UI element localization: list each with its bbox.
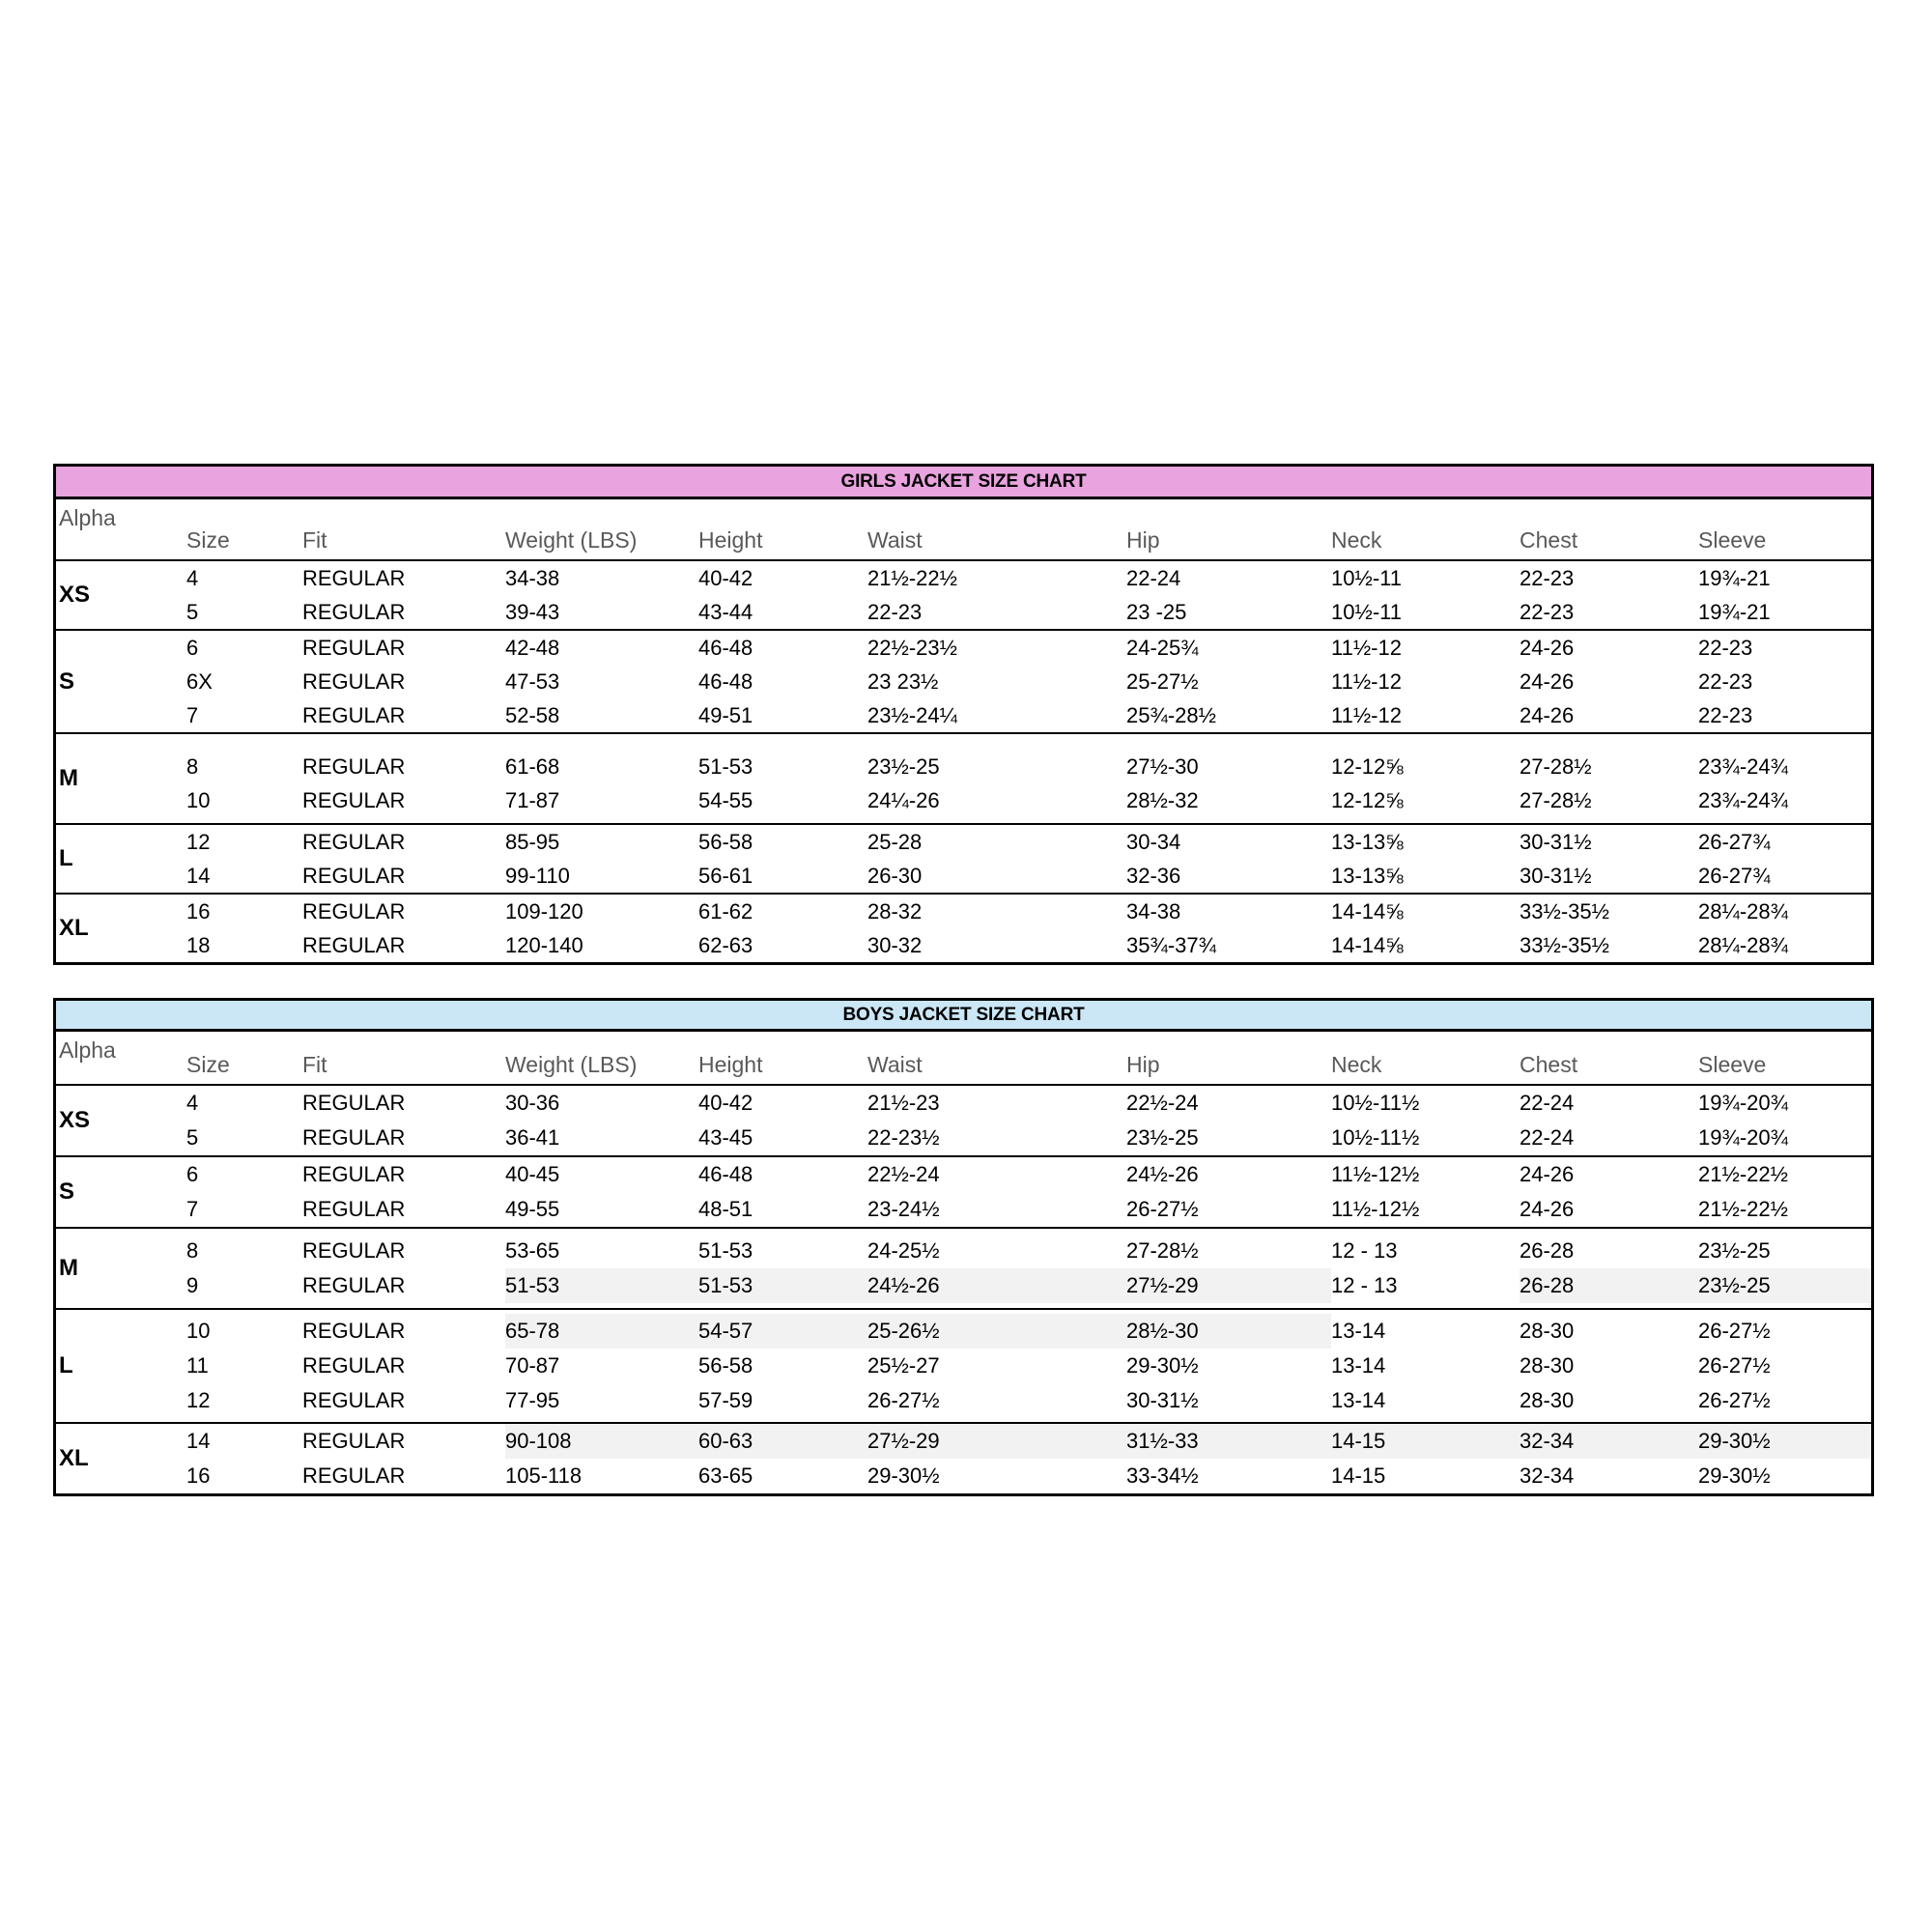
table-row-size-10 xyxy=(186,1314,1871,1349)
cell-hip: 24½-26 xyxy=(1126,1162,1199,1186)
cell-chest: 33½-35½ xyxy=(1520,932,1609,957)
table-row-size-16 xyxy=(186,1459,1871,1493)
cell-sleeve: 26-27¾ xyxy=(1698,863,1771,888)
cell-neck: 13-13⅝ xyxy=(1331,863,1404,888)
column-header-alpha: Alpha xyxy=(59,505,116,530)
cell-chest: 26-28 xyxy=(1520,1268,1698,1303)
cell-sleeve: 28¼-28¾ xyxy=(1698,898,1788,923)
cell-height: 46-48 xyxy=(698,635,753,660)
cell-waist: 30-32 xyxy=(867,932,923,957)
cell-waist: 25-28 xyxy=(867,829,923,854)
cell-fit: REGULAR xyxy=(302,1319,406,1343)
cell-size: 7 xyxy=(186,702,199,727)
cell-size: 5 xyxy=(186,599,199,624)
table-row-size-7 xyxy=(186,1192,1871,1227)
cell-hip: 31½-33 xyxy=(1126,1424,1331,1459)
boys-table-title: BOYS JACKET SIZE CHART xyxy=(842,1004,1085,1025)
cell-weight-lbs: 34-38 xyxy=(505,565,560,590)
cell-neck: 11½-12½ xyxy=(1331,1197,1420,1221)
cell-fit: REGULAR xyxy=(302,863,406,888)
column-header-chest: Chest xyxy=(1520,527,1578,553)
cell-chest: 26-28 xyxy=(1520,1238,1575,1263)
table-row-size-5 xyxy=(186,595,1871,629)
cell-size: 9 xyxy=(186,1273,199,1297)
cell-neck: 12 - 13 xyxy=(1331,1273,1398,1297)
cell-sleeve: 19¾-21 xyxy=(1698,565,1771,590)
cell-neck: 11½-12½ xyxy=(1331,1162,1420,1186)
cell-height: 54-57 xyxy=(698,1314,867,1349)
cell-neck: 10½-11½ xyxy=(1331,1125,1420,1150)
cell-neck: 12-12⅝ xyxy=(1331,753,1404,779)
cell-chest: 28-30 xyxy=(1520,1388,1575,1412)
table-row-size-16 xyxy=(186,895,1871,928)
cell-hip: 23 -25 xyxy=(1126,599,1187,624)
column-header-weight-lbs: Weight (LBS) xyxy=(505,1052,638,1077)
cell-hip: 22½-24 xyxy=(1126,1091,1199,1115)
cell-height: 43-45 xyxy=(698,1125,753,1150)
column-header-height: Height xyxy=(698,527,763,553)
alpha-label-xs: XS xyxy=(59,1107,91,1133)
cell-height: 51-53 xyxy=(698,1268,867,1303)
cell-height: 56-58 xyxy=(698,829,753,854)
cell-fit: REGULAR xyxy=(302,1162,406,1186)
cell-weight-lbs: 53-65 xyxy=(505,1238,560,1263)
cell-sleeve: 29-30½ xyxy=(1698,1424,1871,1459)
cell-fit: REGULAR xyxy=(302,565,406,590)
cell-hip: 27-28½ xyxy=(1126,1238,1199,1263)
cell-hip: 30-31½ xyxy=(1126,1388,1199,1412)
cell-height: 51-53 xyxy=(698,1238,753,1263)
cell-sleeve: 19¾-20¾ xyxy=(1698,1125,1788,1150)
cell-weight-lbs: 51-53 xyxy=(505,1268,698,1303)
size-group-xs xyxy=(56,1086,1871,1155)
cell-size: 8 xyxy=(186,1238,199,1263)
cell-waist: 27½-29 xyxy=(867,1424,1126,1459)
cell-height: 43-44 xyxy=(698,599,753,624)
table-row-size-10 xyxy=(186,783,1871,817)
cell-neck: 11½-12 xyxy=(1331,635,1402,660)
cell-size: 14 xyxy=(186,863,211,888)
cell-chest: 22-23 xyxy=(1520,565,1575,590)
cell-chest: 24-26 xyxy=(1520,635,1575,660)
cell-size: 6 xyxy=(186,635,199,660)
size-group-l xyxy=(56,823,1871,893)
cell-waist: 26-30 xyxy=(867,863,923,888)
cell-chest: 33½-35½ xyxy=(1520,898,1609,923)
cell-fit: REGULAR xyxy=(302,1273,406,1297)
cell-chest: 30-31½ xyxy=(1520,829,1592,854)
cell-neck: 12-12⅝ xyxy=(1331,787,1404,812)
column-header-neck: Neck xyxy=(1331,1052,1382,1077)
cell-waist: 22½-23½ xyxy=(867,635,957,660)
column-header-sleeve: Sleeve xyxy=(1698,527,1767,553)
column-header-waist: Waist xyxy=(867,527,923,553)
cell-neck: 13-14 xyxy=(1331,1319,1386,1343)
cell-height: 56-58 xyxy=(698,1353,753,1378)
alpha-label-s: S xyxy=(59,1179,75,1205)
group-rows xyxy=(186,631,1871,732)
cell-waist: 23 23½ xyxy=(867,668,939,694)
cell-fit: REGULAR xyxy=(302,753,406,779)
cell-weight-lbs: 30-36 xyxy=(505,1091,560,1115)
cell-hip: 25¾-28½ xyxy=(1126,702,1216,727)
cell-sleeve: 29-30½ xyxy=(1698,1463,1771,1488)
cell-fit: REGULAR xyxy=(302,1429,406,1453)
group-rows xyxy=(186,1086,1871,1155)
table-row-size-6x xyxy=(186,665,1871,698)
cell-hip: 28½-30 xyxy=(1126,1314,1331,1349)
table-row-size-8 xyxy=(186,750,1871,783)
table-row-size-18 xyxy=(186,928,1871,962)
cell-size: 8 xyxy=(186,753,199,779)
cell-size: 18 xyxy=(186,932,211,957)
boys-table-title-band xyxy=(56,1001,1871,1032)
cell-chest: 22-24 xyxy=(1520,1091,1575,1115)
girls-table-title: GIRLS JACKET SIZE CHART xyxy=(840,470,1087,492)
cell-fit: REGULAR xyxy=(302,1197,406,1221)
table-row-size-6 xyxy=(186,631,1871,665)
alpha-label-l: L xyxy=(59,845,73,871)
cell-weight-lbs: 70-87 xyxy=(505,1353,560,1378)
cell-fit: REGULAR xyxy=(302,829,406,854)
cell-size: 16 xyxy=(186,898,211,923)
cell-weight-lbs: 36-41 xyxy=(505,1125,560,1150)
cell-height: 46-48 xyxy=(698,1162,753,1186)
cell-size: 12 xyxy=(186,1388,211,1412)
cell-neck: 14-14⅝ xyxy=(1331,932,1404,957)
column-header-neck: Neck xyxy=(1331,527,1382,553)
cell-weight-lbs: 85-95 xyxy=(505,829,560,854)
girls-table-title-band xyxy=(56,467,1871,499)
cell-hip: 27½-29 xyxy=(1126,1268,1331,1303)
size-group-xl xyxy=(56,1422,1871,1493)
cell-chest: 32-34 xyxy=(1520,1463,1575,1488)
cell-fit: REGULAR xyxy=(302,1463,406,1488)
cell-waist: 28-32 xyxy=(867,898,923,923)
cell-chest: 28-30 xyxy=(1520,1319,1575,1343)
table-row-size-6 xyxy=(186,1157,1871,1192)
alpha-label-s: S xyxy=(59,668,75,695)
cell-size: 4 xyxy=(186,565,199,590)
boys-column-header-row xyxy=(56,1032,1871,1086)
cell-size: 6 xyxy=(186,1162,199,1186)
alpha-label-l: L xyxy=(59,1352,73,1378)
cell-hip: 24-25¾ xyxy=(1126,635,1199,660)
cell-height: 46-48 xyxy=(698,668,753,694)
cell-waist: 22-23½ xyxy=(867,1125,940,1150)
cell-size: 5 xyxy=(186,1125,199,1150)
cell-chest: 24-26 xyxy=(1520,1197,1575,1221)
table-row-size-4 xyxy=(186,561,1871,595)
cell-height: 62-63 xyxy=(698,932,753,957)
cell-weight-lbs: 65-78 xyxy=(505,1314,698,1349)
cell-fit: REGULAR xyxy=(302,787,406,812)
cell-fit: REGULAR xyxy=(302,1091,406,1115)
girls-column-header-row xyxy=(56,499,1871,561)
cell-sleeve: 21½-22½ xyxy=(1698,1197,1788,1221)
cell-waist: 23½-24¼ xyxy=(867,702,957,727)
cell-sleeve: 22-23 xyxy=(1698,635,1753,660)
cell-weight-lbs: 40-45 xyxy=(505,1162,560,1186)
cell-height: 40-42 xyxy=(698,565,753,590)
cell-waist: 22½-24 xyxy=(867,1162,940,1186)
cell-fit: REGULAR xyxy=(302,1353,406,1378)
table-row-size-11 xyxy=(186,1349,1871,1383)
cell-size: 12 xyxy=(186,829,211,854)
cell-fit: REGULAR xyxy=(302,599,406,624)
table-row-size-4 xyxy=(186,1086,1871,1121)
column-header-size: Size xyxy=(186,527,230,553)
cell-weight-lbs: 39-43 xyxy=(505,599,560,624)
cell-sleeve: 26-27½ xyxy=(1698,1319,1771,1343)
cell-chest: 24-26 xyxy=(1520,668,1575,694)
group-rows xyxy=(186,1424,1871,1493)
alpha-label-xl: XL xyxy=(59,915,89,941)
cell-sleeve: 22-23 xyxy=(1698,668,1753,694)
cell-neck: 13-14 xyxy=(1331,1388,1386,1412)
cell-sleeve: 23½-25 xyxy=(1698,1268,1871,1303)
cell-size: 4 xyxy=(186,1091,199,1115)
column-header-hip: Hip xyxy=(1126,527,1160,553)
cell-sleeve: 23¾-24¾ xyxy=(1698,787,1788,812)
cell-neck: 10½-11 xyxy=(1331,565,1402,590)
cell-waist: 24-25½ xyxy=(867,1238,940,1263)
column-header-height: Height xyxy=(698,1052,763,1077)
cell-hip: 26-27½ xyxy=(1126,1197,1199,1221)
cell-height: 40-42 xyxy=(698,1091,753,1115)
cell-weight-lbs: 47-53 xyxy=(505,668,560,694)
cell-fit: REGULAR xyxy=(302,1238,406,1263)
cell-sleeve: 19¾-21 xyxy=(1698,599,1771,624)
cell-chest: 30-31½ xyxy=(1520,863,1592,888)
cell-hip: 23½-25 xyxy=(1126,1125,1199,1150)
cell-sleeve: 23½-25 xyxy=(1698,1238,1771,1263)
group-rows xyxy=(186,1310,1871,1422)
cell-size: 14 xyxy=(186,1429,211,1453)
girls-jacket-size-chart-table xyxy=(53,464,1874,965)
size-group-xs xyxy=(56,561,1871,629)
column-header-fit: Fit xyxy=(302,1052,327,1077)
cell-weight-lbs: 120-140 xyxy=(505,932,583,957)
group-rows xyxy=(186,825,1871,893)
column-header-sleeve: Sleeve xyxy=(1698,1052,1767,1077)
cell-neck: 10½-11½ xyxy=(1331,1091,1420,1115)
cell-sleeve: 21½-22½ xyxy=(1698,1162,1788,1186)
table-row-size-12 xyxy=(186,1383,1871,1418)
size-group-m xyxy=(56,732,1871,823)
cell-neck: 10½-11 xyxy=(1331,599,1402,624)
cell-size: 6X xyxy=(186,668,213,694)
column-header-size: Size xyxy=(186,1052,230,1077)
cell-chest: 32-34 xyxy=(1520,1424,1698,1459)
cell-neck: 14-15 xyxy=(1331,1424,1520,1459)
cell-hip: 30-34 xyxy=(1126,829,1181,854)
cell-size: 10 xyxy=(186,1319,211,1343)
cell-neck: 14-14⅝ xyxy=(1331,898,1404,923)
cell-hip: 27½-30 xyxy=(1126,753,1199,779)
alpha-label-m: M xyxy=(59,1255,78,1281)
cell-fit: REGULAR xyxy=(302,898,406,923)
cell-height: 51-53 xyxy=(698,753,753,779)
cell-chest: 28-30 xyxy=(1520,1353,1575,1378)
cell-height: 60-63 xyxy=(698,1424,867,1459)
cell-size: 16 xyxy=(186,1463,211,1488)
cell-fit: REGULAR xyxy=(302,702,406,727)
size-group-xl xyxy=(56,893,1871,962)
cell-waist: 24¼-26 xyxy=(867,787,940,812)
cell-waist: 25-26½ xyxy=(867,1314,1126,1349)
cell-hip: 34-38 xyxy=(1126,898,1181,923)
table-row-size-7 xyxy=(186,698,1871,732)
cell-chest: 22-24 xyxy=(1520,1125,1575,1150)
group-rows xyxy=(186,1157,1871,1227)
cell-hip: 25-27½ xyxy=(1126,668,1199,694)
cell-weight-lbs: 77-95 xyxy=(505,1388,560,1412)
cell-waist: 21½-22½ xyxy=(867,565,957,590)
column-header-alpha: Alpha xyxy=(59,1037,116,1063)
size-group-s xyxy=(56,629,1871,732)
cell-hip: 29-30½ xyxy=(1126,1353,1199,1378)
cell-weight-lbs: 105-118 xyxy=(505,1463,582,1488)
column-header-weight-lbs: Weight (LBS) xyxy=(505,527,638,553)
column-header-hip: Hip xyxy=(1126,1052,1160,1077)
table-row-size-14 xyxy=(186,859,1871,893)
cell-weight-lbs: 71-87 xyxy=(505,787,560,812)
cell-height: 56-61 xyxy=(698,863,753,888)
cell-sleeve: 26-27½ xyxy=(1698,1353,1771,1378)
cell-weight-lbs: 49-55 xyxy=(505,1197,560,1221)
group-rows xyxy=(186,895,1871,962)
cell-hip: 33-34½ xyxy=(1126,1463,1199,1488)
cell-waist: 24½-26 xyxy=(867,1268,1126,1303)
table-row-size-12 xyxy=(186,825,1871,859)
cell-weight-lbs: 109-120 xyxy=(505,898,583,923)
alpha-label-xl: XL xyxy=(59,1445,89,1471)
cell-waist: 23-24½ xyxy=(867,1197,940,1221)
cell-chest: 24-26 xyxy=(1520,702,1575,727)
cell-weight-lbs: 61-68 xyxy=(505,753,560,779)
table-row-size-9 xyxy=(186,1268,1871,1303)
cell-sleeve: 28¼-28¾ xyxy=(1698,932,1788,957)
cell-fit: REGULAR xyxy=(302,635,406,660)
table-row-size-8 xyxy=(186,1234,1871,1268)
girls-table-body xyxy=(56,561,1871,962)
cell-hip: 32-36 xyxy=(1126,863,1181,888)
cell-chest: 27-28½ xyxy=(1520,787,1592,812)
table-row-size-14 xyxy=(186,1424,1871,1459)
cell-sleeve: 26-27½ xyxy=(1698,1388,1771,1412)
column-header-chest: Chest xyxy=(1520,1052,1578,1077)
column-header-waist: Waist xyxy=(867,1052,923,1077)
cell-waist: 22-23 xyxy=(867,599,923,624)
cell-height: 61-62 xyxy=(698,898,753,923)
cell-weight-lbs: 90-108 xyxy=(505,1424,698,1459)
alpha-label-xs: XS xyxy=(59,582,91,608)
cell-sleeve: 23¾-24¾ xyxy=(1698,753,1788,779)
column-header-fit: Fit xyxy=(302,527,327,553)
cell-fit: REGULAR xyxy=(302,1125,406,1150)
cell-hip: 28½-32 xyxy=(1126,787,1199,812)
cell-chest: 27-28½ xyxy=(1520,753,1592,779)
cell-weight-lbs: 52-58 xyxy=(505,702,560,727)
cell-neck: 11½-12 xyxy=(1331,702,1402,727)
cell-height: 54-55 xyxy=(698,787,753,812)
boys-table-body xyxy=(56,1086,1871,1493)
cell-chest: 22-23 xyxy=(1520,599,1575,624)
cell-sleeve: 22-23 xyxy=(1698,702,1753,727)
group-rows xyxy=(186,561,1871,629)
size-group-l xyxy=(56,1308,1871,1422)
group-rows xyxy=(186,1229,1871,1308)
cell-waist: 26-27½ xyxy=(867,1388,940,1412)
cell-height: 48-51 xyxy=(698,1197,753,1221)
cell-waist: 21½-23 xyxy=(867,1091,940,1115)
cell-waist: 29-30½ xyxy=(867,1463,940,1488)
cell-size: 7 xyxy=(186,1197,199,1221)
cell-size: 11 xyxy=(186,1353,209,1378)
table-row-size-5 xyxy=(186,1121,1871,1155)
cell-fit: REGULAR xyxy=(302,668,406,694)
size-group-m xyxy=(56,1227,1871,1308)
cell-sleeve: 26-27¾ xyxy=(1698,829,1771,854)
cell-neck: 14-15 xyxy=(1331,1463,1386,1488)
cell-weight-lbs: 99-110 xyxy=(505,863,570,888)
cell-height: 49-51 xyxy=(698,702,753,727)
cell-waist: 23½-25 xyxy=(867,753,940,779)
size-group-s xyxy=(56,1155,1871,1227)
cell-waist: 25½-27 xyxy=(867,1353,940,1378)
cell-neck: 12 - 13 xyxy=(1331,1238,1398,1263)
cell-height: 63-65 xyxy=(698,1463,753,1488)
group-rows xyxy=(186,734,1871,823)
cell-height: 57-59 xyxy=(698,1388,753,1412)
boys-jacket-size-chart-table xyxy=(53,998,1874,1496)
cell-hip: 35¾-37¾ xyxy=(1126,932,1216,957)
cell-fit: REGULAR xyxy=(302,932,406,957)
cell-size: 10 xyxy=(186,787,211,812)
cell-neck: 13-13⅝ xyxy=(1331,829,1404,854)
cell-neck: 13-14 xyxy=(1331,1353,1386,1378)
cell-sleeve: 19¾-20¾ xyxy=(1698,1091,1788,1115)
alpha-label-m: M xyxy=(59,765,78,791)
cell-hip: 22-24 xyxy=(1126,565,1181,590)
cell-chest: 24-26 xyxy=(1520,1162,1575,1186)
cell-neck: 11½-12 xyxy=(1331,668,1402,694)
cell-weight-lbs: 42-48 xyxy=(505,635,560,660)
cell-fit: REGULAR xyxy=(302,1388,406,1412)
